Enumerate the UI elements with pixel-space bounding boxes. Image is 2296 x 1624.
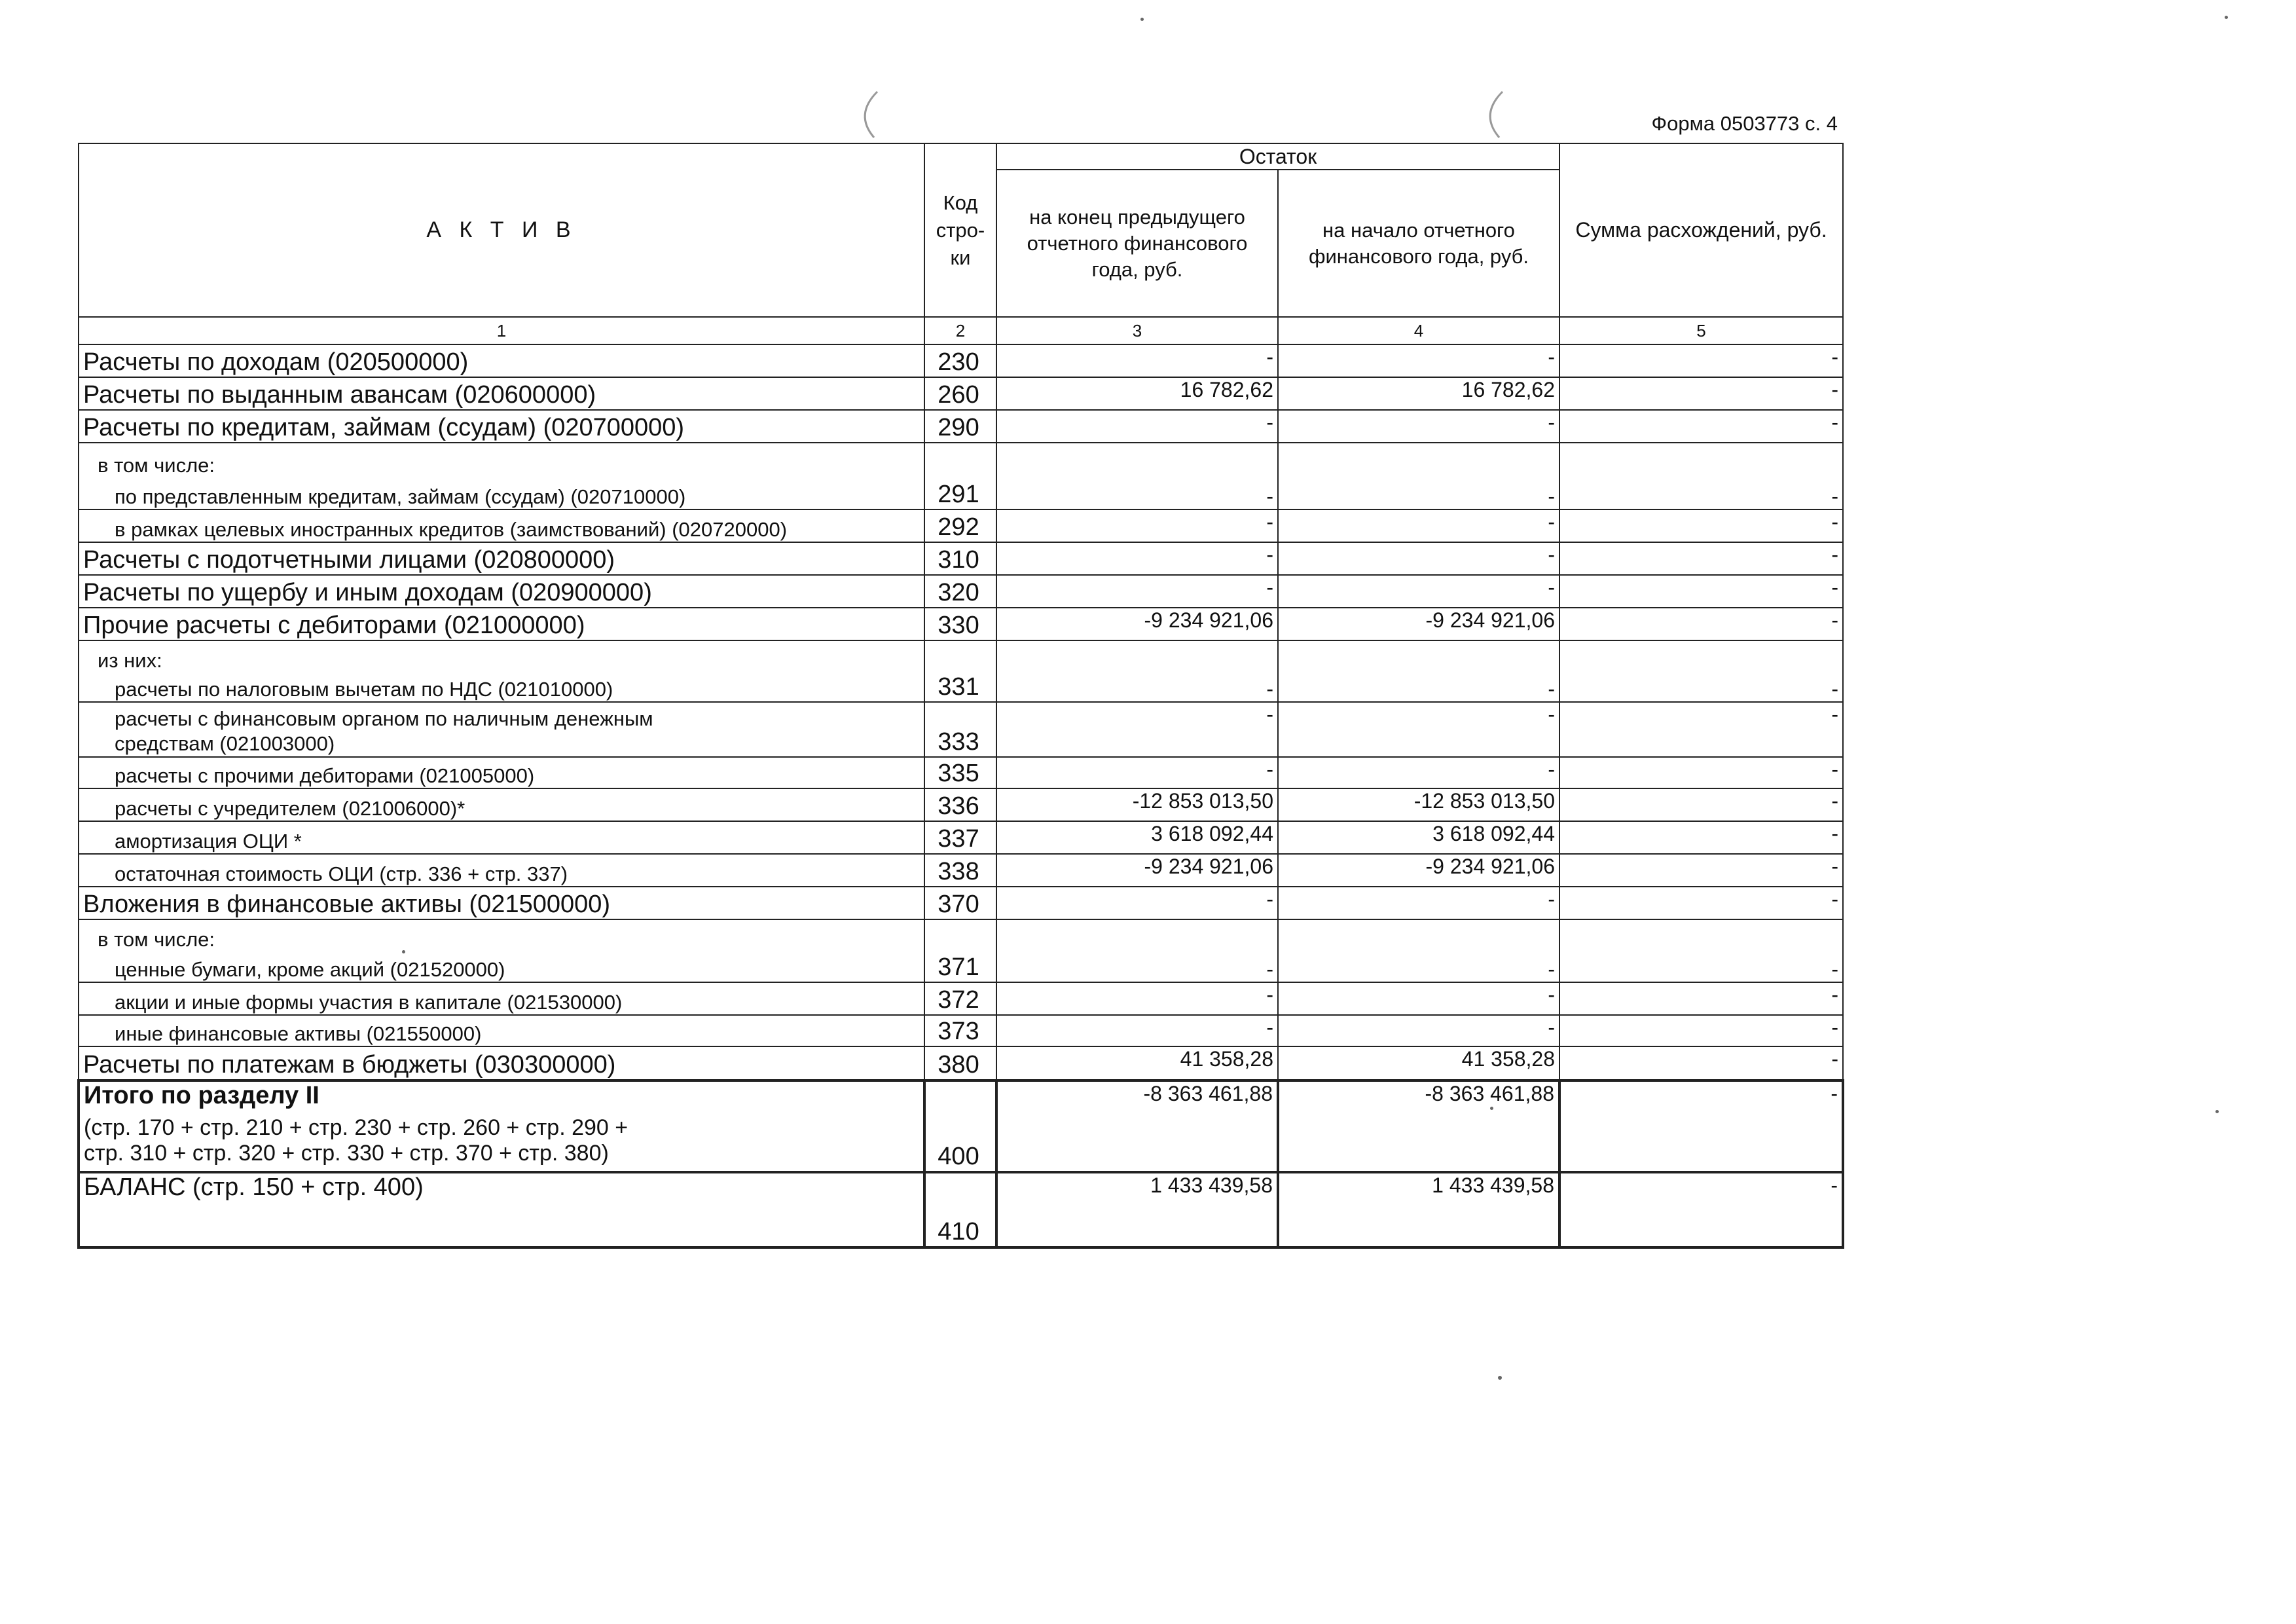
row-value-col5: - (1559, 575, 1843, 608)
row-name: Расчеты по выданным авансам (020600000) (79, 377, 924, 410)
row-value-col3: - (996, 757, 1278, 788)
row-value-col4: - (1278, 702, 1559, 757)
row-value-col3: - (996, 1015, 1278, 1046)
row-code: 333 (924, 702, 996, 757)
header-code-text: Код стро-ки (936, 191, 985, 269)
row-value-col4: - (1278, 887, 1559, 919)
row-name: иные финансовые активы (021550000) (79, 1015, 924, 1046)
row-name: Расчеты по ущербу и иным доходам (020900000) (79, 575, 924, 608)
row-value-col3: - (996, 542, 1278, 575)
row-code: 230 (924, 344, 996, 377)
table-row (79, 702, 1843, 757)
row-name: расчеты с учредителем (021006000)* (79, 788, 924, 821)
row-code: 331 (924, 640, 996, 702)
row-code: 310 (924, 542, 996, 575)
row-value-col3: - (996, 887, 1278, 919)
row-value-col5: - (1559, 1015, 1843, 1046)
row-code: 338 (924, 854, 996, 887)
row-value-col4: -12 853 013,50 (1278, 788, 1559, 821)
table-row (79, 982, 1843, 1015)
row-value-col5: - (1559, 640, 1843, 702)
row-name: акции и иные формы участия в капитале (021530000) (79, 982, 924, 1015)
row-value-col3: - (996, 575, 1278, 608)
row-value-col3: -8 363 461,88 (996, 1080, 1278, 1172)
row-code: 292 (924, 509, 996, 542)
table-row (79, 410, 1843, 443)
total-title: Итого по разделу II (84, 1082, 319, 1109)
row-value-col4: - (1278, 443, 1559, 509)
row-value-col4: -9 234 921,06 (1278, 608, 1559, 640)
row-value-col5: - (1559, 344, 1843, 377)
row-code: 291 (924, 443, 996, 509)
row-value-col4: 41 358,28 (1278, 1046, 1559, 1080)
row-name (79, 443, 924, 509)
row-value-col4: - (1278, 410, 1559, 443)
row-code: 373 (924, 1015, 996, 1046)
table-row (79, 509, 1843, 542)
row-value-col5: - (1559, 702, 1843, 757)
table-row (79, 443, 1843, 509)
row-value-col4: - (1278, 509, 1559, 542)
header-aktiv: А К Т И В (79, 143, 924, 317)
header-col3: на конец предыдущего отчетного финансового года, руб. (996, 170, 1278, 317)
row-value-col4: 3 618 092,44 (1278, 821, 1559, 854)
table-row (79, 542, 1843, 575)
header-col5: Сумма расхождений, руб. (1559, 143, 1843, 317)
row-value-col3: - (996, 410, 1278, 443)
row-value-col4: -8 363 461,88 (1278, 1080, 1559, 1172)
row-name: Расчеты по кредитам, займам (ссудам) (020700000) (79, 410, 924, 443)
row-value-col4: - (1278, 344, 1559, 377)
scan-speck (1140, 18, 1144, 21)
row-code: 380 (924, 1046, 996, 1080)
row-value-col3: 16 782,62 (996, 377, 1278, 410)
column-number: 5 (1559, 317, 1843, 344)
row-value-col5: - (1559, 854, 1843, 887)
row-code: 371 (924, 919, 996, 982)
row-code: 370 (924, 887, 996, 919)
punch-hole-mark (851, 88, 890, 141)
row-value-col3: - (996, 982, 1278, 1015)
row-value-col3: -9 234 921,06 (996, 608, 1278, 640)
row-value-col3: 1 433 439,58 (996, 1172, 1278, 1247)
row-name: Расчеты по доходам (020500000) (79, 344, 924, 377)
row-name: Прочие расчеты с дебиторами (021000000) (79, 608, 924, 640)
row-name: Вложения в финансовые активы (021500000) (79, 887, 924, 919)
row-caption: из них: (98, 649, 162, 672)
row-name: БАЛАНС (стр. 150 + стр. 400) (79, 1172, 924, 1247)
row-value-col5: - (1559, 1046, 1843, 1080)
row-name-text: ценные бумаги, кроме акций (021520000) (115, 958, 505, 981)
row-value-col4: - (1278, 1015, 1559, 1046)
row-name (79, 640, 924, 702)
row-value-col4: - (1278, 982, 1559, 1015)
row-value-col5: - (1559, 410, 1843, 443)
row-value-col5: - (1559, 443, 1843, 509)
row-value-col3: - (996, 640, 1278, 702)
column-numbers-row (79, 317, 1843, 344)
row-value-col5: - (1559, 608, 1843, 640)
row-name: Расчеты по платежам в бюджеты (030300000) (79, 1046, 924, 1080)
row-value-col3: - (996, 702, 1278, 757)
row-name: Расчеты с подотчетными лицами (020800000) (79, 542, 924, 575)
row-value-col4: 16 782,62 (1278, 377, 1559, 410)
row-name-text: расчеты по налоговым вычетам по НДС (021010000) (115, 678, 613, 701)
column-number: 3 (996, 317, 1278, 344)
row-name-text: расчеты с финансовым органом по наличным денежным средствам (021003000) (115, 707, 653, 755)
form-label: Форма 0503773 с. 4 (1651, 112, 1838, 135)
row-caption: в том числе: (98, 928, 215, 951)
table-row (79, 344, 1843, 377)
row-name: в рамках целевых иностранных кредитов (заимствований) (020720000) (79, 509, 924, 542)
table-row (79, 788, 1843, 821)
row-name: амортизация ОЦИ * (79, 821, 924, 854)
row-name: расчеты с прочими дебиторами (021005000) (79, 757, 924, 788)
row-value-col4: -9 234 921,06 (1278, 854, 1559, 887)
row-value-col5: - (1559, 377, 1843, 410)
row-value-col4: - (1278, 919, 1559, 982)
table-row (79, 377, 1843, 410)
row-value-col5: - (1559, 821, 1843, 854)
row-code: 400 (924, 1080, 996, 1172)
column-number: 4 (1278, 317, 1559, 344)
row-value-col5: - (1559, 542, 1843, 575)
row-value-col5: - (1559, 1080, 1843, 1172)
balance-row (79, 1172, 1843, 1247)
header-ostatok: Остаток (996, 143, 1559, 170)
row-value-col4: - (1278, 542, 1559, 575)
total-formula-line1: (стр. 170 + стр. 210 + стр. 230 + стр. 260 + стр. 290 + (84, 1115, 629, 1140)
table-row (79, 757, 1843, 788)
row-code: 330 (924, 608, 996, 640)
row-value-col4: - (1278, 757, 1559, 788)
scan-speck (1498, 1376, 1502, 1380)
row-code: 410 (924, 1172, 996, 1247)
row-value-col3: - (996, 443, 1278, 509)
row-value-col5: - (1559, 509, 1843, 542)
table-row (79, 1015, 1843, 1046)
table-row (79, 821, 1843, 854)
row-name (79, 919, 924, 982)
table-row (79, 887, 1843, 919)
header-col4: на начало отчетного финансового года, руб. (1278, 170, 1559, 317)
scan-speck (2225, 16, 2228, 19)
table-row (79, 640, 1843, 702)
row-value-col3: 3 618 092,44 (996, 821, 1278, 854)
row-value-col4: - (1278, 575, 1559, 608)
row-code: 336 (924, 788, 996, 821)
row-value-col3: -12 853 013,50 (996, 788, 1278, 821)
row-code: 290 (924, 410, 996, 443)
table-row (79, 854, 1843, 887)
row-value-col3: -9 234 921,06 (996, 854, 1278, 887)
table-row (79, 575, 1843, 608)
row-name: остаточная стоимость ОЦИ (стр. 336 + стр. 337) (79, 854, 924, 887)
balance-table (77, 143, 1844, 1249)
row-value-col5: - (1559, 1172, 1843, 1247)
table-row (79, 608, 1843, 640)
total-row (79, 1080, 1843, 1172)
table-row (79, 919, 1843, 982)
punch-hole-mark (1476, 88, 1516, 141)
row-name-text: по представленным кредитам, займам (ссудам) (020710000) (115, 485, 686, 508)
row-value-col3: 41 358,28 (996, 1046, 1278, 1080)
row-value-col5: - (1559, 757, 1843, 788)
column-number: 2 (924, 317, 996, 344)
row-code: 335 (924, 757, 996, 788)
row-code: 337 (924, 821, 996, 854)
row-value-col4: - (1278, 640, 1559, 702)
row-value-col3: - (996, 509, 1278, 542)
row-value-col3: - (996, 344, 1278, 377)
header-code (924, 143, 996, 317)
row-value-col5: - (1559, 788, 1843, 821)
row-code: 260 (924, 377, 996, 410)
row-name (79, 702, 924, 757)
row-value-col5: - (1559, 887, 1843, 919)
row-value-col5: - (1559, 982, 1843, 1015)
header-row (79, 143, 1843, 170)
table-row (79, 1046, 1843, 1080)
column-number: 1 (79, 317, 924, 344)
row-value-col4: 1 433 439,58 (1278, 1172, 1559, 1247)
row-code: 320 (924, 575, 996, 608)
row-value-col3: - (996, 919, 1278, 982)
row-caption: в том числе: (98, 454, 215, 477)
total-formula-line2: стр. 310 + стр. 320 + стр. 330 + стр. 370 + стр. 380) (84, 1141, 609, 1166)
row-value-col5: - (1559, 919, 1843, 982)
row-name (79, 1080, 924, 1172)
row-code: 372 (924, 982, 996, 1015)
scan-speck (2215, 1110, 2219, 1113)
